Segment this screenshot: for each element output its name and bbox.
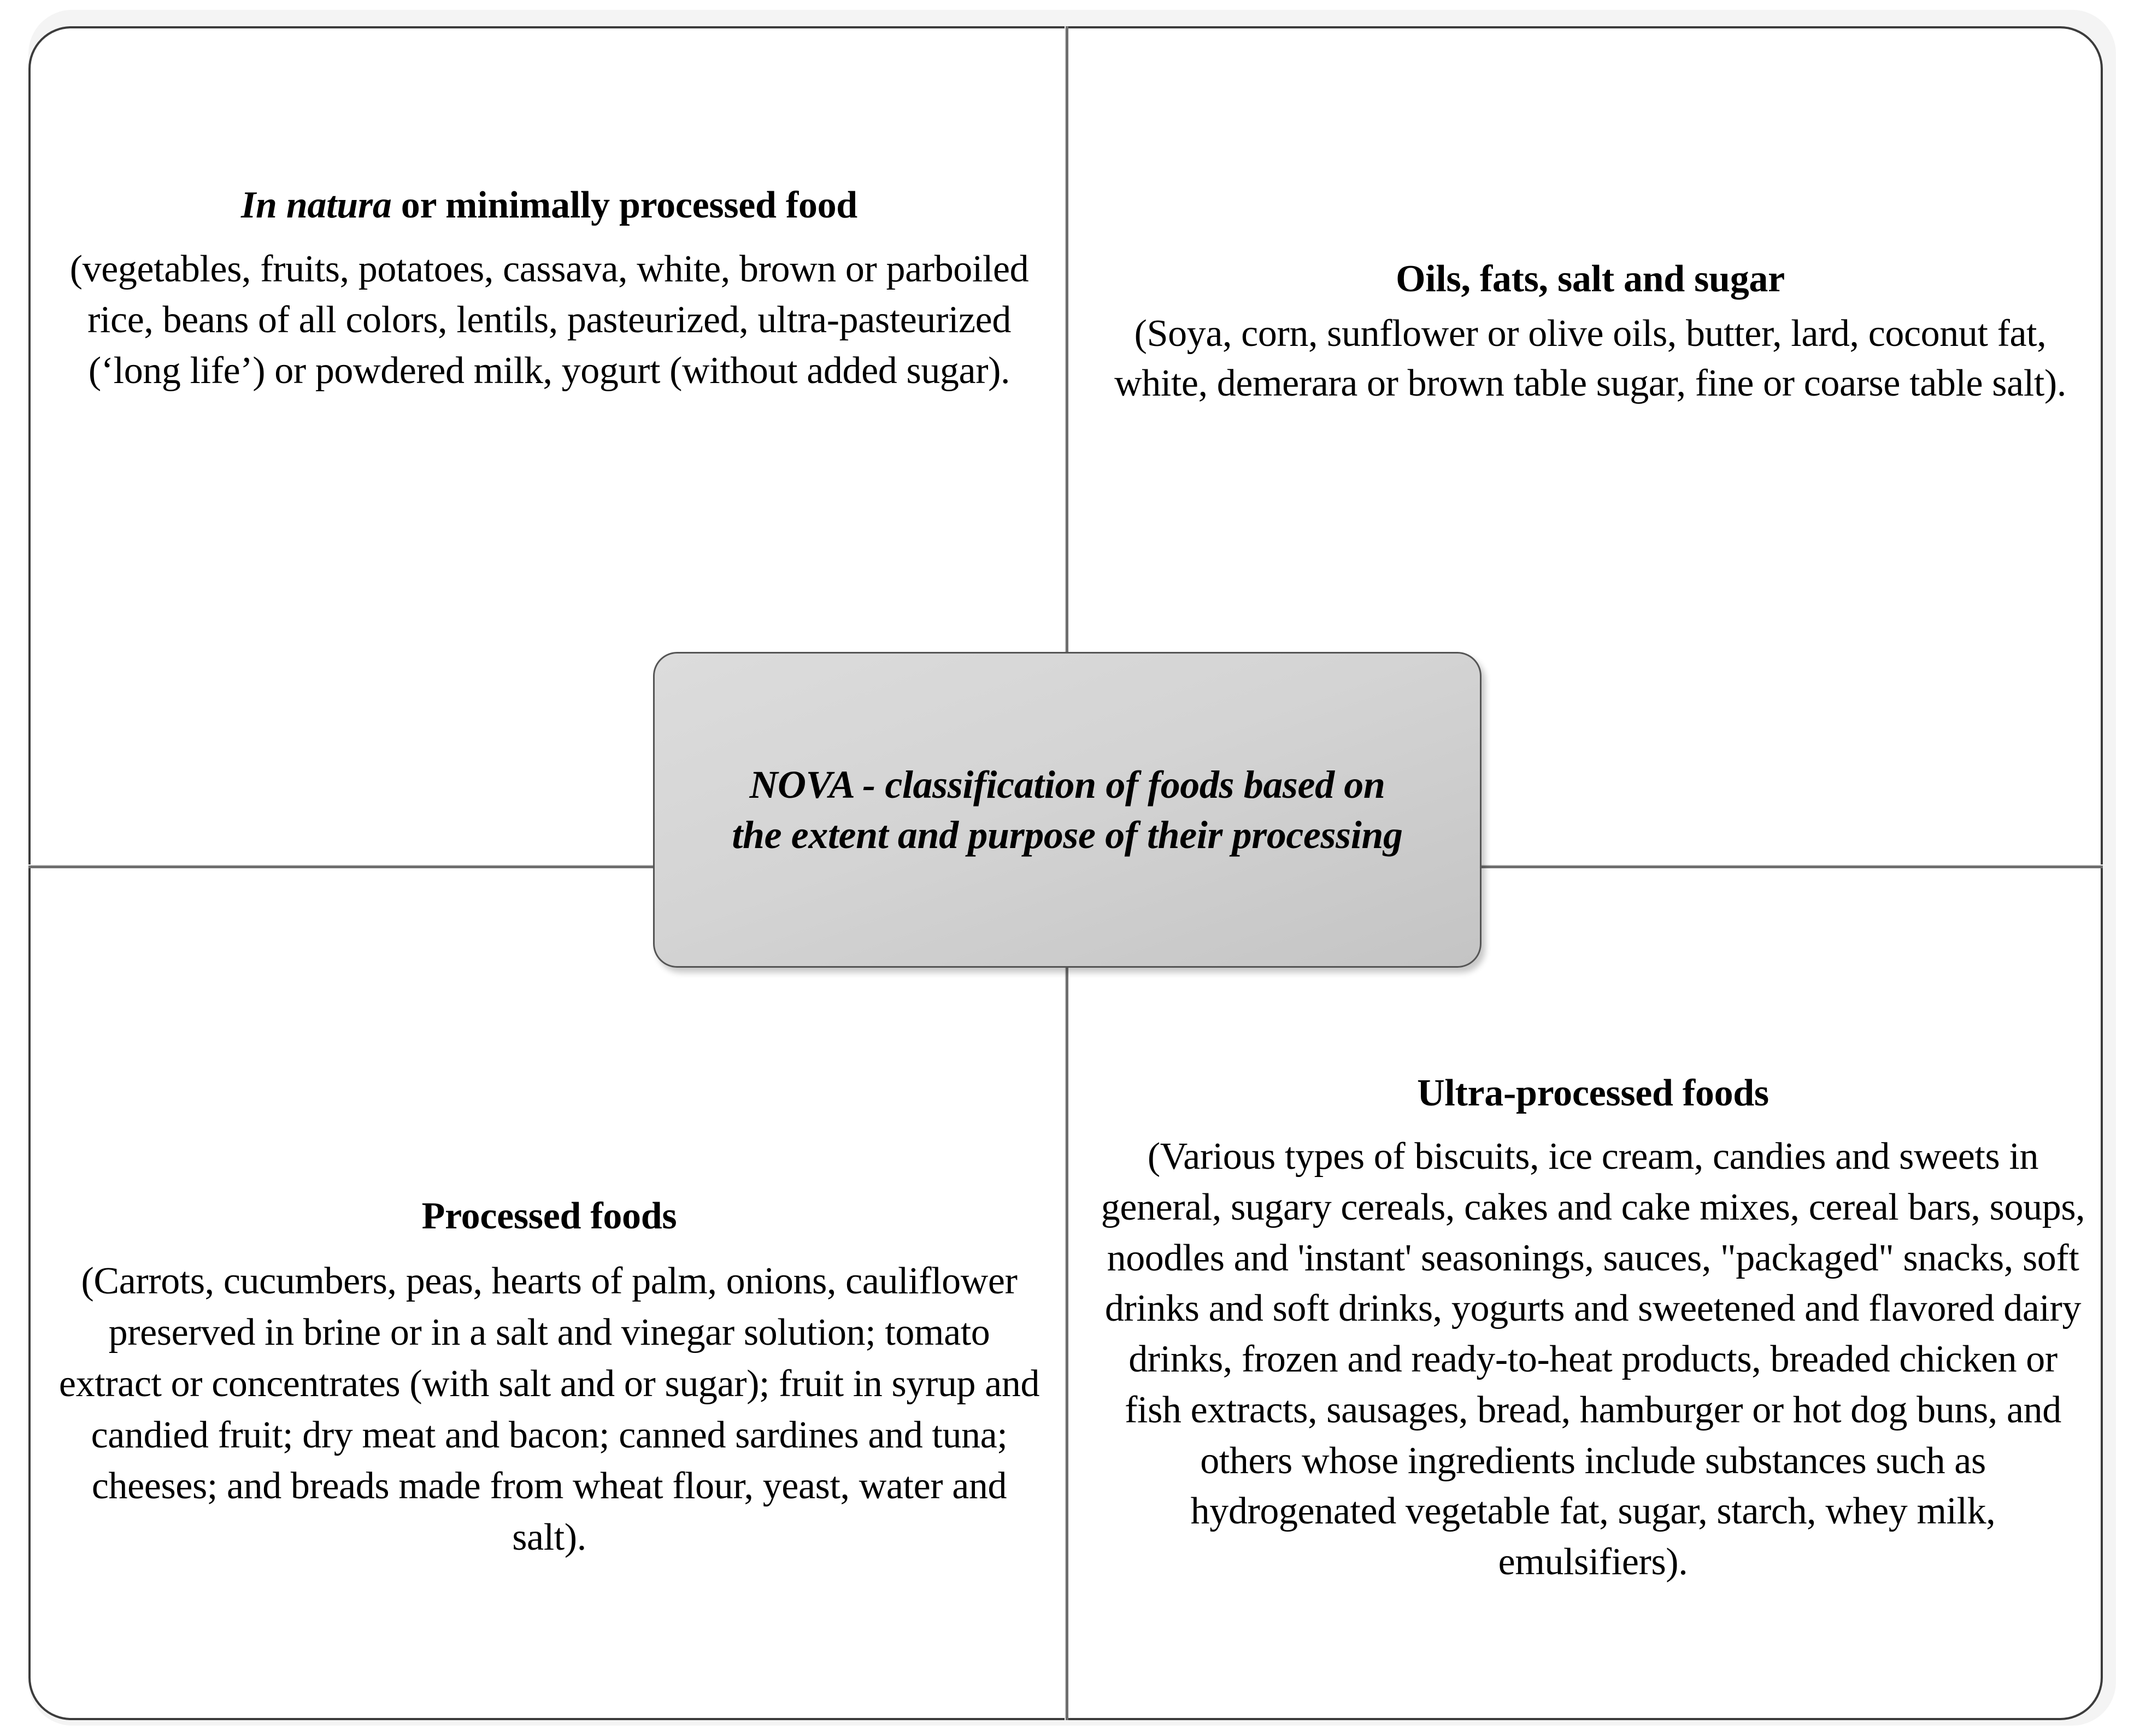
quadrant-title-in-natura: [241, 183, 857, 227]
center-label-text: [702, 760, 1432, 860]
center-label-box: [653, 652, 1482, 968]
quadrant-title-ultra-processed-foods: Ultra-processed foods: [1417, 1072, 1769, 1114]
center-label-line-2: the extent and purpose of their processing: [732, 813, 1403, 857]
quadrant-title-oils-fats-salt-sugar: Oils, fats, salt and sugar: [1396, 258, 1785, 300]
quadrant-body-processed-foods: (Carrots, cucumbers, peas, hearts of palm, onions, cauliflower preserved in brine or in a salt and vinegar solution; tomato extract or concentrates (with salt and or sugar); fruit in syrup and candied fruit; dry meat and bacon; canned sardines and tuna; cheeses; and breads made from wheat flour, yeast, water and salt).: [58, 1260, 1040, 1559]
quadrant-title-emphasis-in-natura: In natura: [241, 184, 392, 226]
quadrant-title-rest-in-natura: or minimally processed food: [391, 184, 857, 226]
quadrant-body-oils-fats-salt-sugar: (Soya, corn, sunflower or olive oils, butter, lard, coconut fat, white, demerara or brown table sugar, fine or coarse table salt).: [1114, 313, 2066, 405]
center-label-line-1: NOVA - classification of foods based on: [749, 762, 1385, 807]
quadrant-body-ultra-processed-foods: (Various types of biscuits, ice cream, candies and sweets in general, sugary cereals, cakes and cake mixes, cereal bars, soups, noodles and 'instant' seasonings, sauces, "packaged" snacks, soft drinks and soft drinks, yogurts and sweetened and flavored dairy drinks, frozen and ready-to-heat products, breaded chicken or fish extracts, sausages, bread, hamburger or hot dog buns, and others whose ingredients include substances such as hydrogenated vegetable fat, sugar, starch, whey milk, emulsifiers).: [1101, 1135, 2085, 1584]
quadrant-in-natura-minimally-processed: [49, 183, 1049, 396]
quadrant-processed-foods: [49, 1194, 1049, 1563]
quadrant-title-processed-foods: Processed foods: [421, 1195, 677, 1237]
quadrant-body-in-natura: (vegetables, fruits, potatoes, cassava, white, brown or parboiled rice, beans of all colors, lentils, pasteurized, ultra-pasteurized (‘long life’) or powdered milk, yogurt (without added sugar).: [69, 248, 1029, 392]
quadrant-oils-fats-salt-sugar: [1093, 257, 2088, 408]
quadrant-ultra-processed-foods: [1090, 1071, 2096, 1588]
